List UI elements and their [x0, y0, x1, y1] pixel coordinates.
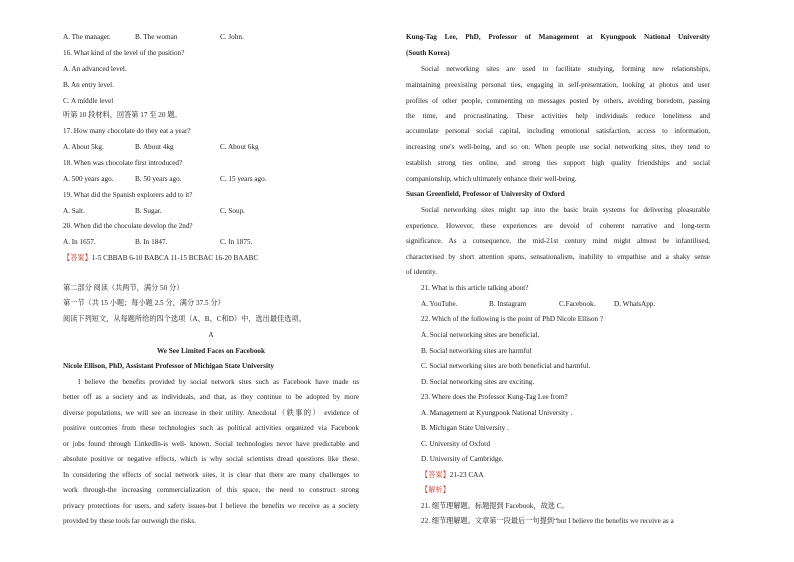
option-item: B. The woman [135, 33, 178, 41]
text-line: Social networking sites might tap into the basic brain systems for delivering pleasurable [421, 206, 710, 214]
option-item: A. The manager. [63, 33, 111, 41]
option-item: A. YouTube. [421, 300, 458, 308]
text-line: companionship, which ultimately enhance their well-being. [406, 175, 577, 183]
text-line: 听第 10 段材料，回答第 17 至 20 题。 [63, 111, 182, 119]
heading-line: We See Limited Faces on Facebook [157, 347, 265, 355]
answer-line [406, 471, 484, 480]
text-line: 22. 细节理解题。文章第一段最后一句提到“but I believe the benefits we receive as a [421, 517, 674, 525]
text-line: In considering the effects of social network sites, it is clear that there are many challenges to [63, 471, 359, 479]
text-line: 22. Which of the following is the point of PhD Nicole Ellison ? [421, 315, 604, 323]
text-line: B. Michigan State University . [421, 424, 509, 432]
answer-label: 【解析】 [421, 486, 450, 494]
text-line: privacy protections for users, and safety issues-but I believe the benefits we receive as a society [63, 502, 359, 510]
text-line: 阅读下列短文，从每题所给的四个选项（A、B、C和D）中，选出最佳选项。 [63, 315, 306, 323]
answer-label: 【答案】 [421, 471, 450, 479]
text-line: 16. What kind of the level of the position? [63, 49, 185, 57]
option-row [63, 143, 300, 152]
text-line: 第二部分 阅读（共两节，满分 50 分） [63, 284, 184, 292]
text-line: significance. As a consequence, the mid-21st century mind might almost be infantilised, [406, 237, 710, 245]
text-line: A. An advanced level. [63, 65, 127, 73]
heading-line: Susan Greenfield, Professor of University of Oxford [406, 190, 565, 198]
text-line: A [208, 331, 214, 339]
text-line: B. Social networking sites are harmful [421, 347, 532, 355]
heading-line: (South Korea) [406, 49, 450, 57]
text-line: better off as a society and as individuals, and that, as they continue to be adopted by more [63, 393, 359, 401]
option-item: B. 50 years ago. [135, 175, 182, 183]
text-line: C. University of Oxford [421, 440, 491, 448]
text-line: the time, and procrastinating. These activities help individuals reduce loneliness and [406, 112, 710, 120]
text-line: diverse populations, we will see an increase in their utility. Anecdotal（轶事的） evidence of [63, 409, 359, 417]
text-line: 第一节（共 15 小题；每小题 2.5 分，满分 37.5 分） [63, 299, 225, 307]
text-line: profiles of other people, commenting on messages posted by others, avoiding boredom, passing [406, 97, 710, 105]
text-line: 18. When was chocolate first introduced? [63, 159, 183, 167]
answer-label: 【答案】 [63, 254, 92, 262]
option-item: A. Salt. [63, 207, 85, 215]
text-line: A. Social networking sites are beneficial. [421, 331, 540, 339]
option-item: C.Facebook. [559, 300, 596, 308]
text-line: experience. However, these experiences are devoid of coherent narrative and long-term [406, 222, 710, 230]
text-line: increasing one's well-being, and so on. When people use social networking sites, they tend to [406, 143, 710, 151]
option-item: C. John. [220, 33, 244, 41]
option-item: D. WhatsApp. [614, 300, 656, 308]
heading-line: Kung-Tag Lee, PhD, Professor of Management at Kyungpook National University [406, 33, 710, 41]
text-line: characterised by short attention spans, sensationalism, inability to empathise and a shaky sense [406, 253, 710, 261]
text-line: 17. How many chocolate do they eat a year? [63, 127, 191, 135]
text-line: or jobs found through LinkedIn-is well- known. Social technologies never have predictable and [63, 440, 359, 448]
option-item: C. In 1875. [220, 238, 253, 246]
text-line: accumulate personal social capital, including emotional satisfaction, access to information, [406, 127, 710, 135]
option-item: C. Soup. [220, 207, 245, 215]
text-line: establish strong ties online, and strong ties support high quality friendships and social [406, 159, 710, 167]
text-line: A. Management at Kyungpook National University . [421, 409, 573, 417]
option-item: C. About 6kg [220, 143, 259, 151]
option-row [63, 175, 300, 184]
text-line: 20. When did the chocolate develop the 2nd? [63, 222, 193, 230]
option-item: A. 500 years ago. [63, 175, 114, 183]
option-row [406, 300, 674, 309]
text-line: I believe the benefits provided by social network sites such as Facebook have made us [78, 378, 359, 386]
text-line: provided by these tools far outweigh the risks. [63, 517, 196, 525]
answer-line [406, 486, 450, 495]
text-line: 21. What is this article talking about? [421, 284, 529, 292]
text-line: B. An entry level. [63, 81, 114, 89]
option-row [63, 33, 300, 42]
text-line: 21. 细节理解题。标题提到 Facebook，故选 C。 [421, 502, 569, 510]
answer-line [63, 254, 258, 263]
heading-line: Nicole Ellison, PhD, Assistant Professor of Michigan State University [63, 362, 274, 370]
text-line: maintaining preexisting personal ties, engaging in self-presentation, looking at photos and user [406, 81, 710, 89]
answer-text: 1-5 CBBAB 6-10 BABCA 11-15 BCBAC 16-20 BAABC [91, 254, 259, 262]
option-item: B. Instagram [489, 300, 527, 308]
text-line: 23. Where does the Professor Kung-Tag Lee from? [421, 393, 568, 401]
text-line: D. Social networking sites are exciting. [421, 378, 535, 386]
text-line: D. University of Cambridge. [421, 455, 504, 463]
option-item: B. In 1847. [135, 238, 168, 246]
text-line: C. Social networking sites are both beneficial and harmful. [421, 362, 591, 370]
text-line: positive outcomes from these technologies such as political activities organized via Facebook [63, 424, 359, 432]
text-line: C. A middle level [63, 97, 114, 105]
text-line: 19. What did the Spanish explorers add to it? [63, 191, 193, 199]
option-item: A. About 5kg. [63, 143, 104, 151]
option-item: B. About 4kg [135, 143, 174, 151]
option-row [63, 207, 300, 216]
option-item: B. Sugar. [135, 207, 162, 215]
text-line: work through-the increasing commercialization of this space, the need to construct strong [63, 486, 359, 494]
answer-text: 21-23 CAA [449, 471, 484, 479]
option-item: A. In 1657. [63, 238, 96, 246]
option-row [63, 238, 300, 247]
text-line: Social networking sites are used to facilitate studying, forming new relationships, [421, 65, 710, 73]
option-item: C. 15 years ago. [220, 175, 267, 183]
text-line: of identity. [406, 268, 438, 276]
text-line: absolute positive or negative effects, which is why social scientists dread questions like these. [63, 455, 359, 463]
